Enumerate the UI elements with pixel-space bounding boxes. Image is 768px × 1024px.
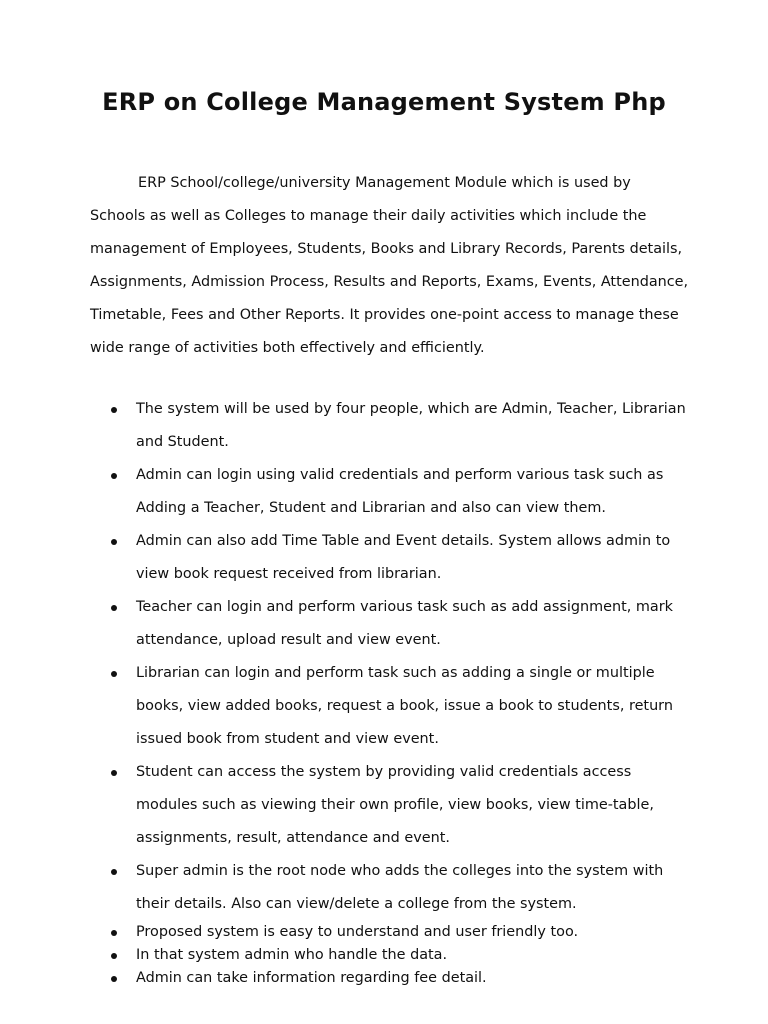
- list-item-text: Super admin is the root node who adds the colleges into the system with their details. Also can view/delete a college from the system.: [136, 863, 664, 912]
- bullet-icon: [111, 976, 117, 982]
- list-item-text: Student can access the system by providing valid credentials access modules such as viewing their own profile, view books, view time-table, assignments, result, attendance and event.: [136, 764, 654, 846]
- list-item: [90, 967, 690, 990]
- list-item-text: Teacher can login and perform various task such as add assignment, mark attendance, upload result and view event.: [136, 599, 673, 648]
- list-item-text: Proposed system is easy to understand and user friendly too.: [136, 924, 579, 940]
- list-item-text: Librarian can login and perform task such as adding a single or multiple books, view added books, request a book, issue a book to students, return issued book from student and view event.: [136, 665, 673, 747]
- feature-list: [90, 393, 690, 990]
- list-item: [90, 657, 690, 756]
- bullet-icon: [111, 605, 117, 611]
- list-item: [90, 525, 690, 591]
- list-item: [90, 393, 690, 459]
- list-item: [90, 459, 690, 525]
- bullet-icon: [111, 770, 117, 776]
- list-item: [90, 855, 690, 921]
- bullet-icon: [111, 407, 117, 413]
- document-title: ERP on College Management System Php: [102, 88, 666, 116]
- list-item-text: The system will be used by four people, which are Admin, Teacher, Librarian and Student.: [136, 401, 686, 450]
- list-item: [90, 944, 690, 967]
- list-item: [90, 921, 690, 944]
- list-item: [90, 756, 690, 855]
- list-item: [90, 591, 690, 657]
- bullet-icon: [111, 671, 117, 677]
- list-item-text: Admin can also add Time Table and Event details. System allows admin to view book request received from librarian.: [136, 533, 671, 582]
- bullet-icon: [111, 473, 117, 479]
- list-item-text: In that system admin who handle the data.: [136, 947, 448, 963]
- bullet-icon: [111, 953, 117, 959]
- bullet-icon: [111, 930, 117, 936]
- bullet-icon: [111, 869, 117, 875]
- intro-paragraph: ERP School/college/university Management Module which is used by Schools as well as Colleges to manage their daily activities which include the management of Employees, Students, Books and Library Records, Parents details, Assignments, Admission Process, Results and Reports, Exams, Events, Attendance, Timetable, Fees and Other Reports. It provides one-point access to manage these wide range of activities both effectively and efficiently.: [90, 175, 689, 356]
- bullet-icon: [111, 539, 117, 545]
- list-item-text: Admin can login using valid credentials and perform various task such as Adding a Teacher, Student and Librarian and also can view them.: [136, 467, 664, 516]
- list-item-text: Admin can take information regarding fee detail.: [136, 970, 487, 986]
